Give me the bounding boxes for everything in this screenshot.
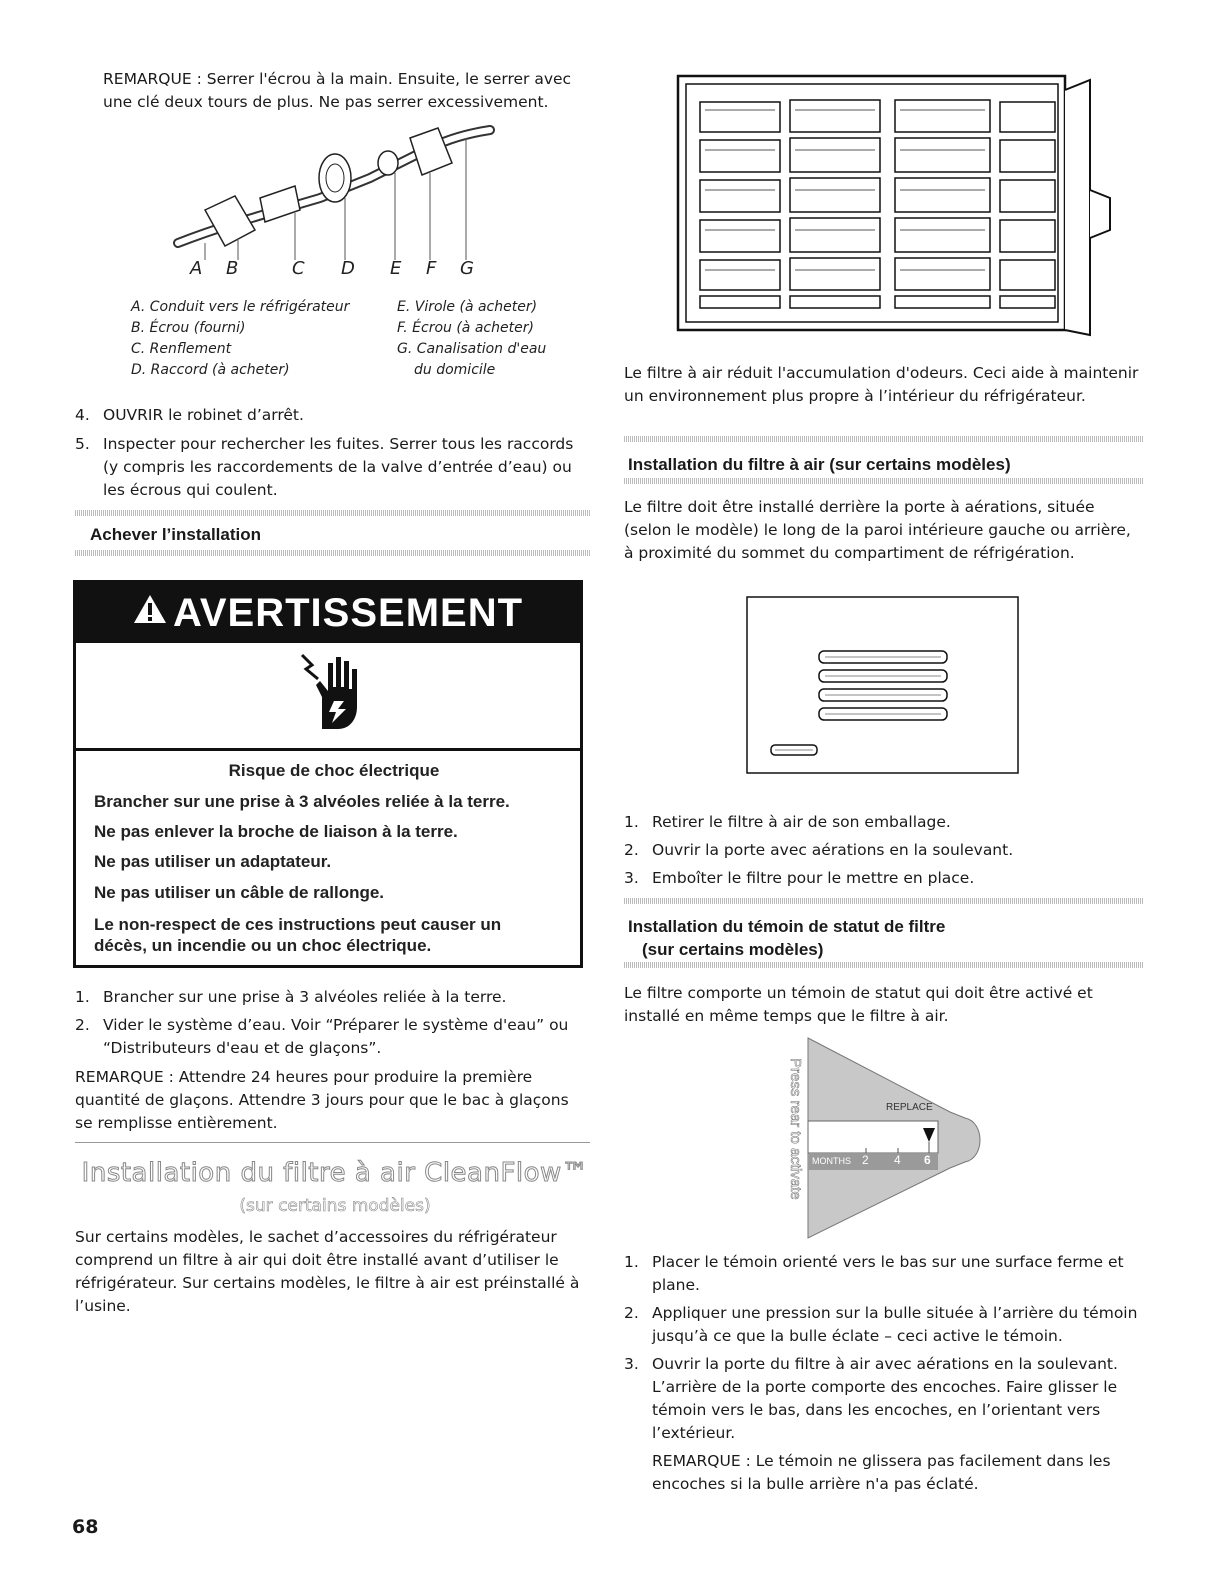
section-heading-air-filter: Installation du filtre à air (sur certains modèles) xyxy=(628,455,1011,474)
list-item: 5. Inspecter pour rechercher les fuites. Serrer tous les raccords (y compris les raccordements de la valve d’entrée d’eau) ou les écrous qui coulent. xyxy=(75,435,574,499)
month-6-label: 6 xyxy=(924,1153,931,1167)
list-item: 2. Vider le système d’eau. Voir “Préparer le système d'eau” ou “Distributeurs d'eau et de glaçons”. xyxy=(75,1016,569,1057)
legend-right: E. Virole (à acheter) F. Écrou (à acheter) G. Canalisation d'eau du domicile xyxy=(397,299,547,378)
subtitle-cleanflow: (sur certains modèles) xyxy=(239,1196,431,1216)
section-heading-indicator: Installation du témoin de statut de filtre (sur certains modèles) xyxy=(628,917,946,959)
warning-title-bar xyxy=(76,583,580,643)
air-filter-illustration xyxy=(670,70,1155,345)
divider xyxy=(624,478,1144,484)
letter-g: G xyxy=(460,258,474,279)
air-filter-description: Le filtre doit être installé derrière la porte à aérations, située (selon le modèle) le long de la paroi intérieure gauche ou arrière, à proximité du sommet du compartiment de réfrigération. xyxy=(624,498,1131,562)
replace-label: REPLACE xyxy=(886,1102,933,1113)
letter-b: B xyxy=(226,258,239,279)
indicator-description: Le filtre comporte un témoin de statut qui doit être activé et installé en même temps que le filtre à air. xyxy=(624,984,1093,1025)
divider xyxy=(624,962,1144,968)
list-item: 4. OUVRIR le robinet d’arrêt. xyxy=(75,406,304,424)
fitting-letters xyxy=(190,258,490,284)
nut-b xyxy=(205,196,255,246)
nut-f xyxy=(410,128,452,175)
list-item: 1. Retirer le filtre à air de son emballage. xyxy=(624,813,951,831)
warning-triangle-icon xyxy=(133,581,167,641)
letter-d: D xyxy=(341,258,355,279)
month-4-label: 4 xyxy=(894,1153,901,1167)
divider xyxy=(75,510,590,516)
warning-line: Ne pas enlever la broche de liaison à la terre. xyxy=(94,822,458,841)
letter-a: A xyxy=(190,258,203,279)
divider xyxy=(624,436,1144,442)
divider xyxy=(624,898,1144,904)
warning-box xyxy=(73,580,583,968)
warning-divider xyxy=(76,748,580,751)
letter-f: F xyxy=(426,258,437,279)
cleanflow-intro: Sur certains modèles, le sachet d’accessoires du réfrigérateur comprend un filtre à air qui doit être installé avant d’utiliser le réfrigérateur. Sur certains modèles, le filtre à air est préinstallé à l’usine. xyxy=(75,1228,580,1315)
divider xyxy=(75,550,590,556)
title-cleanflow: Installation du filtre à air CleanFlow™ xyxy=(81,1158,589,1188)
ferrule-e xyxy=(378,151,398,175)
electric-shock-hand-icon xyxy=(298,649,370,731)
vent-door-illustration xyxy=(745,595,1020,775)
bulge-c xyxy=(260,186,300,222)
letter-e: E xyxy=(390,258,402,279)
list-item: 1. Brancher sur une prise à 3 alvéoles reliée à la terre. xyxy=(75,988,507,1006)
list-item: 3. Emboîter le filtre pour le mettre en place. xyxy=(624,869,975,887)
filter-status-indicator xyxy=(780,1036,990,1241)
warning-hazard: Risque de choc électrique xyxy=(228,761,440,780)
month-2-label: 2 xyxy=(862,1153,869,1167)
section-heading-finish: Achever l’installation xyxy=(90,525,261,544)
list-item: 2. Ouvrir la porte avec aérations en la soulevant. xyxy=(624,841,1014,859)
warning-line: Le non-respect de ces instructions peut causer un décès, un incendie ou un choc électrique. xyxy=(94,915,502,955)
note-ice: REMARQUE : Attendre 24 heures pour produire la première quantité de glaçons. Attendre 3 jours pour que le bac à glaçons se remplisse entièrement. xyxy=(75,1068,569,1132)
letter-c: C xyxy=(292,258,305,279)
list-item: 2. Appliquer une pression sur la bulle située à l’arrière du témoin jusqu’à ce que la bulle éclate – ceci active le témoin. xyxy=(624,1304,1138,1345)
warning-title: AVERTISSEMENT xyxy=(172,591,524,635)
warning-line: Ne pas utiliser un adaptateur. xyxy=(94,852,332,871)
warning-line: Ne pas utiliser un câble de rallonge. xyxy=(94,883,385,902)
months-label: MONTHS xyxy=(812,1156,851,1166)
note-tighten: REMARQUE : Serrer l'écrou à la main. Ensuite, le serrer avec une clé deux tours de plus. Ne pas serrer excessivement. xyxy=(103,70,572,111)
divider xyxy=(75,1142,590,1143)
fitting-d xyxy=(319,154,351,202)
press-to-activate-label: Press rear to activate xyxy=(787,1058,804,1200)
filter-description: Le filtre à air réduit l'accumulation d'odeurs. Ceci aide à maintenir un environnement plus propre à l’intérieur du réfrigérateur. xyxy=(624,364,1139,405)
note-indicator: REMARQUE : Le témoin ne glissera pas facilement dans les encoches si la bulle arrière n'a pas éclaté. xyxy=(652,1452,1111,1493)
warning-line: Brancher sur une prise à 3 alvéoles reliée à la terre. xyxy=(94,792,510,811)
list-item: 1. Placer le témoin orienté vers le bas sur une surface ferme et plane. xyxy=(624,1253,1124,1294)
list-item: 3. Ouvrir la porte du filtre à air avec aérations en la soulevant. L’arrière de la porte comporte des encoches. Faire glisser le témoin vers le bas, dans les encoches, en l’orientant vers l’extérieur. xyxy=(624,1355,1118,1442)
page-number: 68 xyxy=(72,1516,99,1538)
legend-left: A. Conduit vers le réfrigérateur B. Écrou (fourni) C. Renflement D. Raccord (à acheter) xyxy=(131,299,350,378)
